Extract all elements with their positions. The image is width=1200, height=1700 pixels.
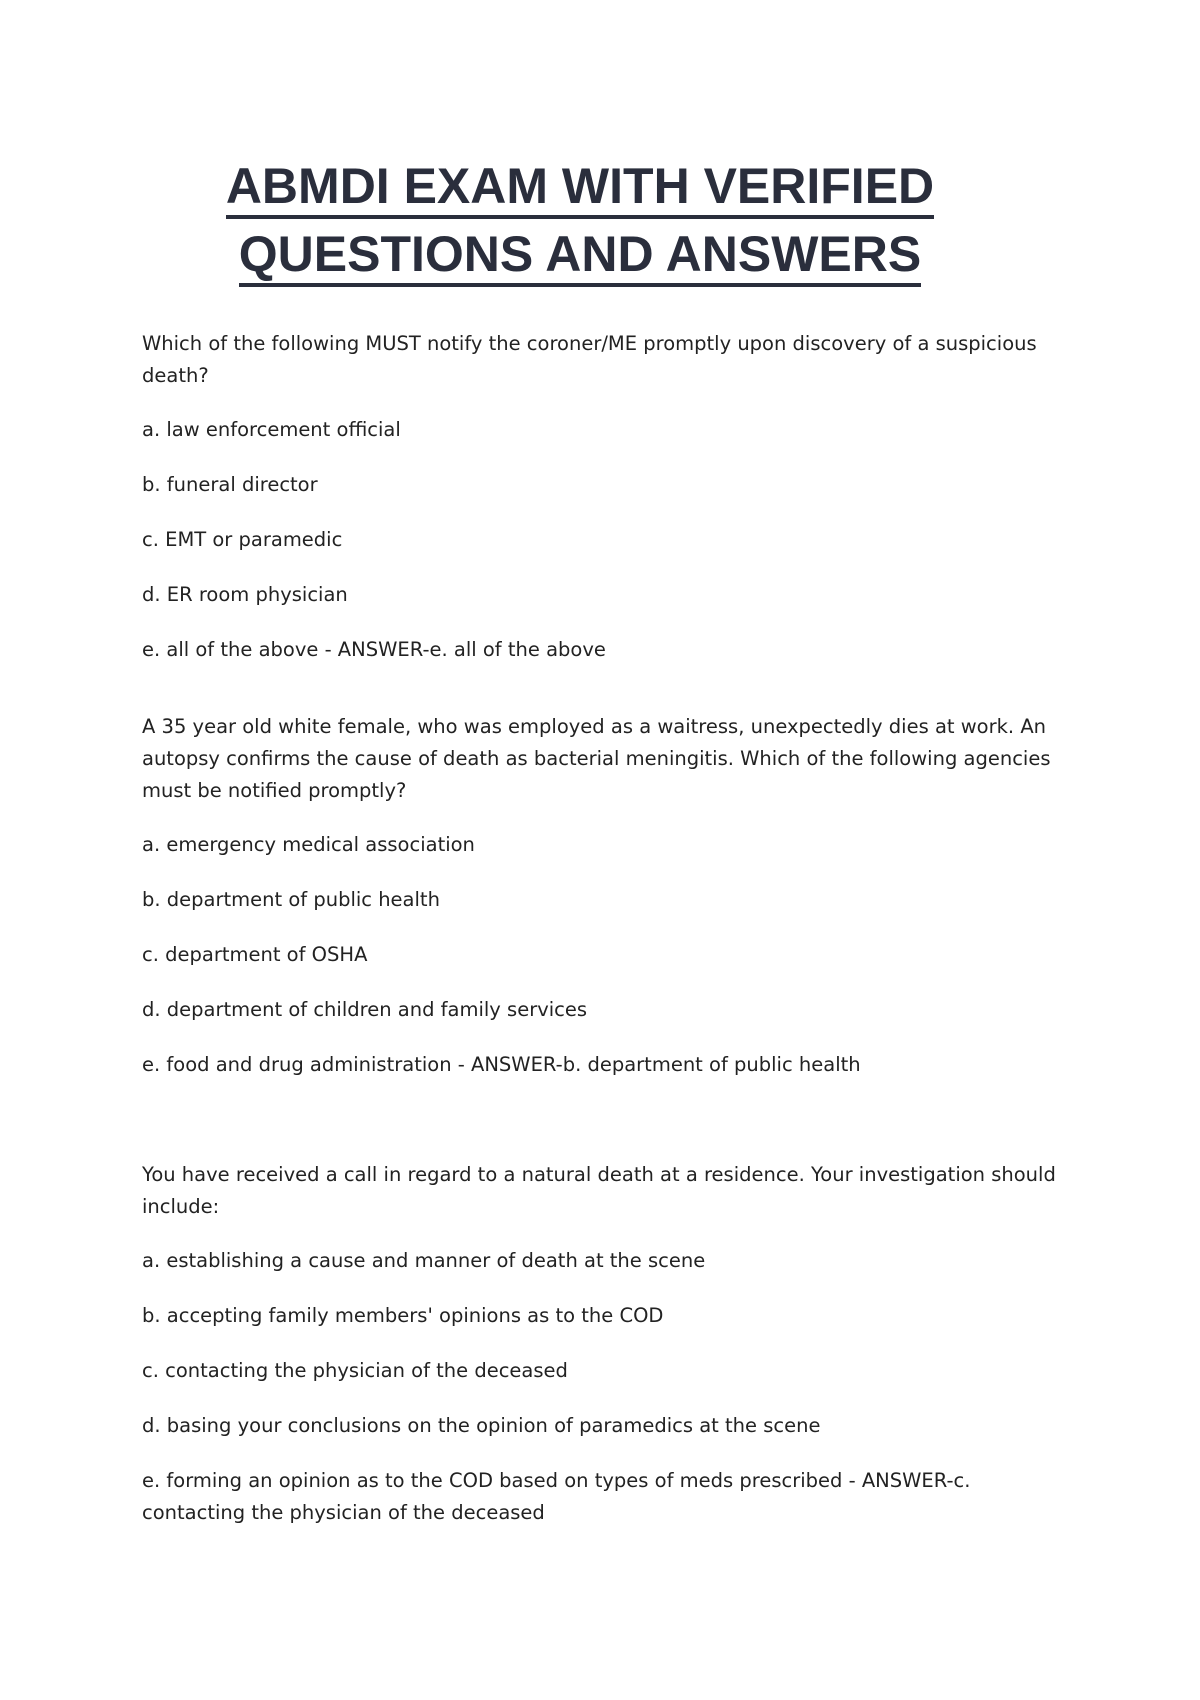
option-e-with-answer: e. food and drug administration - ANSWER-b. department of public health: [142, 1053, 861, 1076]
option-c: c. department of OSHA: [142, 943, 368, 966]
option-c: c. contacting the physician of the deceased: [142, 1359, 568, 1382]
option-b: b. accepting family members' opinions as to the COD: [142, 1304, 664, 1327]
question-3: [142, 1159, 1072, 1529]
option-e-with-answer: e. all of the above - ANSWER-e. all of the above: [142, 638, 606, 661]
title-line-1: ABMDI EXAM WITH VERIFIED: [226, 159, 934, 219]
document-title: [0, 155, 1160, 291]
option-d: d. ER room physician: [142, 583, 348, 606]
option-d: d. department of children and family services: [142, 998, 588, 1021]
option-b: b. funeral director: [142, 473, 318, 496]
option-d: d. basing your conclusions on the opinion of paramedics at the scene: [142, 1414, 821, 1437]
question-text: A 35 year old white female, who was employed as a waitress, unexpectedly dies at work. An autopsy confirms the cause of death as bacterial meningitis. Which of the following agencies must be notified promptly?: [142, 715, 1051, 802]
option-e-with-answer: e. forming an opinion as to the COD based on types of meds prescribed - ANSWER-c. contacting the physician of the deceased: [142, 1469, 971, 1524]
option-a: a. emergency medical association: [142, 833, 475, 856]
option-a: a. establishing a cause and manner of death at the scene: [142, 1249, 706, 1272]
title-line-2: QUESTIONS AND ANSWERS: [239, 227, 921, 287]
option-c: c. EMT or paramedic: [142, 528, 343, 551]
question-2: [142, 711, 1072, 1081]
question-1: [142, 328, 1072, 666]
question-text: Which of the following MUST notify the coroner/ME promptly upon discovery of a suspicious death?: [142, 332, 1037, 387]
option-a: a. law enforcement official: [142, 418, 401, 441]
option-b: b. department of public health: [142, 888, 440, 911]
question-text: You have received a call in regard to a natural death at a residence. Your investigation should include:: [142, 1163, 1056, 1218]
